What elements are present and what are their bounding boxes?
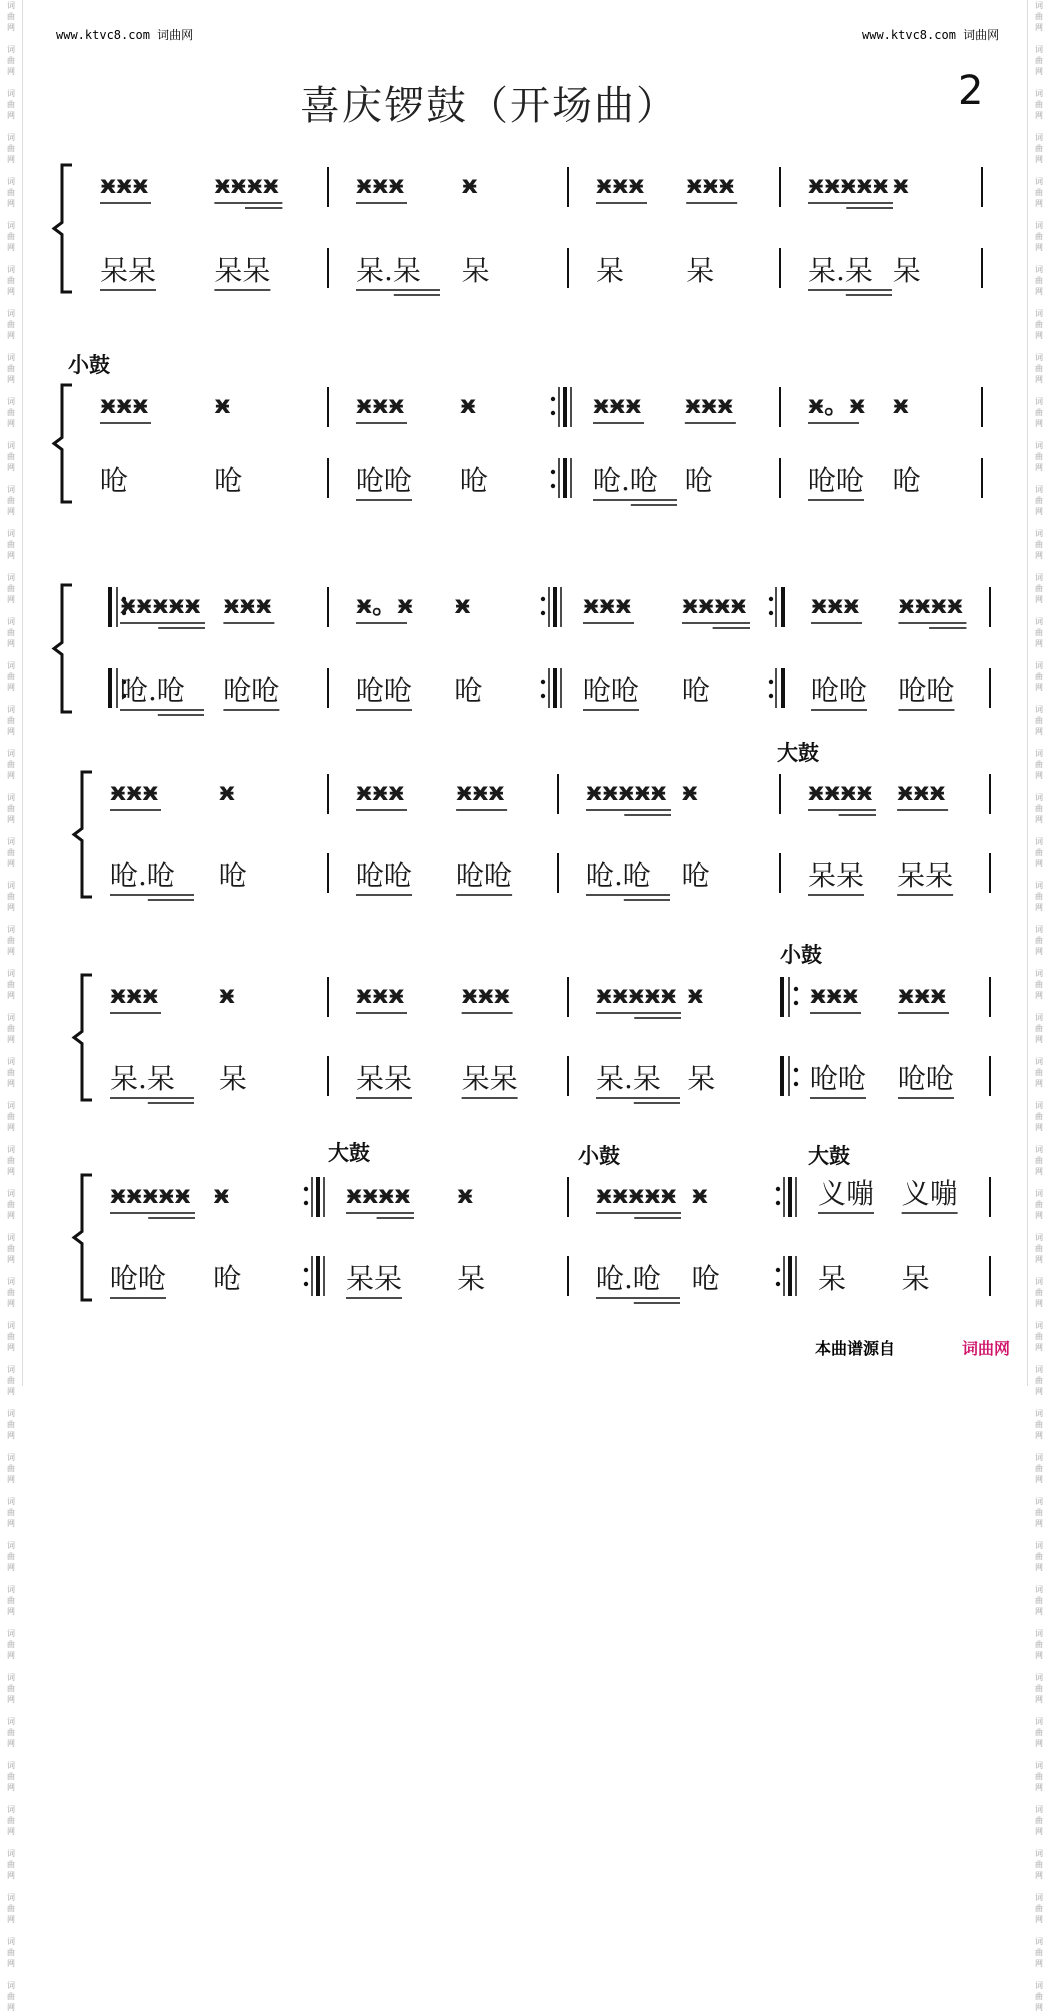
upper-part-note: ӿӿӿ (461, 980, 510, 1009)
repeat-dot (541, 611, 545, 615)
lower-part-note: 呛呛 (356, 859, 413, 892)
repeat-dot (794, 1001, 798, 1005)
upper-part-note: ӿӿӿ (897, 777, 946, 806)
footer-source-site: 词曲网 (962, 1339, 1011, 1358)
repeat-dot (551, 397, 555, 401)
lower-part-note: 呆 (218, 1062, 247, 1095)
drum-label: 大鼓 (777, 741, 819, 765)
upper-part-note: ӿӿӿӿ (898, 590, 963, 619)
lower-part-note: 呆 (686, 254, 715, 287)
upper-part-note: ӿ (687, 980, 704, 1009)
score-system (54, 165, 982, 295)
lower-part-note: 呛呛 (110, 1262, 167, 1295)
upper-part-note: ӿ (457, 1180, 474, 1209)
lower-part-note: 呛.呛 (586, 859, 651, 892)
drum-label: 小鼓 (68, 353, 110, 377)
upper-part-note: ӿӿӿ (100, 170, 149, 199)
repeat-dot (304, 1268, 308, 1272)
upper-part-note: ӿ (218, 980, 236, 1009)
lower-part-note: 呆 (818, 1262, 847, 1295)
upper-part-note: ӿӿӿ (100, 390, 149, 419)
upper-part-note: ӿӿӿӿ (682, 590, 747, 619)
upper-part-note: ӿӿӿӿ (808, 777, 873, 806)
repeat-dot (541, 694, 545, 698)
score-system (74, 943, 990, 1103)
upper-part-note: ӿӿӿӿ (346, 1180, 411, 1209)
lower-part-note: 呆.呆 (110, 1062, 175, 1095)
upper-part-note: ӿ (454, 590, 471, 619)
upper-part-note: ӿ (691, 1180, 708, 1209)
lower-part-note: 呛呛 (808, 464, 865, 497)
upper-part-note: ӿ (461, 170, 478, 199)
score-system (74, 741, 990, 900)
site-header-left: www.ktvc8.com 词曲网 (56, 28, 194, 42)
score-system (54, 585, 990, 715)
lower-part-note: 呛 (684, 464, 713, 497)
lower-part-note: 呛呛 (811, 674, 868, 707)
repeat-dot (769, 694, 773, 698)
upper-part-note: ӿӿӿ (110, 777, 159, 806)
lower-part-note: 呆 (892, 254, 921, 287)
repeat-dot (776, 1282, 780, 1286)
repeat-dot (769, 597, 773, 601)
repeat-dot (304, 1282, 308, 1286)
upper-part-note: ӿӿӿ (811, 590, 860, 619)
lower-part-note: 呆 (461, 254, 490, 287)
system-brace (54, 385, 72, 502)
repeat-dot (551, 484, 555, 488)
repeat-dot (551, 411, 555, 415)
upper-part-note: ӿӿӿӿӿ (596, 1180, 677, 1209)
upper-part-note: 义嘣 (818, 1177, 875, 1210)
repeat-dot (304, 1187, 308, 1191)
upper-part-note: ӿӿӿ (356, 777, 405, 806)
repeat-dot (304, 1201, 308, 1205)
upper-part-note: ӿӿӿ (593, 390, 642, 419)
lower-part-note: 呛呛 (356, 464, 413, 497)
repeat-dot (794, 987, 798, 991)
lower-part-note: 呛.呛 (120, 674, 185, 707)
lower-part-note: 呆 (901, 1262, 930, 1295)
repeat-dot (769, 680, 773, 684)
lower-part-note: 呆呆 (346, 1262, 403, 1295)
upper-part-note: ӿӿӿ (356, 980, 405, 1009)
repeat-dot (541, 680, 545, 684)
lower-part-note: 呛.呛 (593, 464, 658, 497)
system-brace (74, 772, 92, 897)
lower-part-note: 呆呆 (214, 254, 271, 287)
upper-part-note: ӿ (892, 170, 909, 199)
drum-label: 小鼓 (578, 1144, 620, 1168)
lower-part-note: 呛呛 (223, 674, 280, 707)
upper-part-note: ӿӿӿ (356, 170, 405, 199)
lower-part-note: 呆 (687, 1062, 716, 1095)
repeat-dot (776, 1187, 780, 1191)
upper-part-note: ӿӿӿ (110, 980, 159, 1009)
lower-part-note: 呛.呛 (596, 1262, 661, 1295)
upper-part-note: ӿӿӿӿӿ (586, 777, 667, 806)
upper-part-note: ӿӿӿ (596, 170, 645, 199)
repeat-dot (776, 1268, 780, 1272)
lower-part-note: 呛 (100, 464, 129, 497)
upper-part-note: ӿӿӿ (686, 170, 735, 199)
lower-part-note: 呆.呆 (808, 254, 873, 287)
upper-part-note: 义嘣 (901, 1177, 958, 1210)
score-title: 喜庆锣鼓（开场曲） (300, 83, 678, 129)
system-brace (54, 585, 72, 712)
lower-part-note: 呛呛 (810, 1062, 867, 1095)
repeat-dot (776, 1201, 780, 1205)
upper-part-note: ӿӿӿӿӿ (110, 1180, 191, 1209)
upper-part-note: ӿӿӿӿӿ (596, 980, 677, 1009)
repeat-dot (794, 1082, 798, 1086)
upper-part-note: ӿӿӿ (898, 980, 947, 1009)
upper-part-note: ӿ (681, 777, 698, 806)
score-system (74, 1141, 990, 1303)
repeat-dot (794, 1068, 798, 1072)
upper-part-note: ӿӿӿӿӿ (808, 170, 889, 199)
upper-part-note: ӿ (214, 390, 231, 419)
repeat-dot (769, 611, 773, 615)
lower-part-note: 呆.呆 (356, 254, 421, 287)
lower-part-note: 呛呛 (898, 674, 955, 707)
score-system (54, 353, 982, 505)
lower-part-note: 呆 (457, 1262, 486, 1295)
lower-part-note: 呛呛 (356, 674, 413, 707)
system-brace (74, 975, 92, 1100)
upper-part-note: ӿӿӿӿ (214, 170, 279, 199)
upper-part-note: ӿӿӿ (356, 390, 405, 419)
footer-source-label: 本曲谱源自 (815, 1339, 896, 1358)
lower-part-note: 呛 (459, 464, 488, 497)
lower-part-note: 呛.呛 (110, 859, 175, 892)
lower-part-note: 呛 (214, 464, 243, 497)
lower-part-note: 呛 (454, 674, 483, 707)
lower-part-note: 呆呆 (808, 859, 865, 892)
drum-label: 小鼓 (780, 943, 822, 967)
lower-part-note: 呛 (681, 859, 710, 892)
lower-part-note: 呆呆 (461, 1062, 518, 1095)
upper-part-note: ӿ (213, 1180, 230, 1209)
lower-part-note: 呆呆 (100, 254, 157, 287)
upper-part-note: ӿӿӿ (684, 390, 734, 419)
upper-part-note: ӿ (892, 390, 909, 419)
upper-part-note: ӿӿӿ (810, 980, 859, 1009)
lower-part-note: 呛 (691, 1262, 720, 1295)
repeat-dot (541, 597, 545, 601)
left-border-strip: 词 曲 网 词 曲 网 词 曲 网 词 曲 网 词 曲 网 词 曲 网 词 曲 网 词 曲 网 词 曲 网 词 曲 网 词 曲 网 词 曲 网 词 曲 网 词 曲 网 词 曲 网 词 曲 网 词 曲 网 词 曲 网 词 曲 网 词 曲 网 词 曲 网 词 曲 网 词 曲 网 词 曲 网 词 曲 网 词 曲 网 词 曲 网 词 曲 网 词 曲 网 词 曲 网 词 曲 网 词 曲 网 词 曲 网 词 曲 网 词 曲 网 词 曲 网 词 曲 网 词 曲 网 词 曲 网 词 曲 网 词 曲 网 词 曲 网 词 曲 网 词 曲 网 词 曲 网 词 曲 网 (0, 0, 23, 1386)
upper-part-note: ӿӿӿ (583, 590, 632, 619)
lower-part-note: 呆.呆 (596, 1062, 661, 1095)
lower-part-note: 呛呛 (898, 1062, 955, 1095)
lower-part-note: 呆呆 (897, 859, 954, 892)
upper-part-note: ӿӿӿӿӿ (120, 590, 201, 619)
lower-part-note: 呛呛 (583, 674, 640, 707)
lower-part-note: 呛 (213, 1262, 242, 1295)
right-border-strip: 词 曲 网 词 曲 网 词 曲 网 词 曲 网 词 曲 网 词 曲 网 词 曲 网 词 曲 网 词 曲 网 词 曲 网 词 曲 网 词 曲 网 词 曲 网 词 曲 网 词 曲 网 词 曲 网 词 曲 网 词 曲 网 词 曲 网 词 曲 网 词 曲 网 词 曲 网 词 曲 网 词 曲 网 词 曲 网 词 曲 网 词 曲 网 词 曲 网 词 曲 网 词 曲 网 词 曲 网 词 曲 网 词 曲 网 词 曲 网 词 曲 网 词 曲 网 词 曲 网 词 曲 网 词 曲 网 词 曲 网 词 曲 网 词 曲 网 词 曲 网 词 曲 网 词 曲 网 词 曲 网 (1027, 0, 1050, 1386)
upper-part-note: ӿ。ӿ (356, 590, 414, 619)
upper-part-note: ӿ (459, 390, 477, 419)
lower-part-note: 呛呛 (456, 859, 513, 892)
lower-part-note: 呛 (892, 464, 921, 497)
lower-part-note: 呆呆 (356, 1062, 413, 1095)
system-brace (54, 165, 72, 292)
drum-label: 大鼓 (328, 1141, 370, 1165)
repeat-dot (551, 470, 555, 474)
lower-part-note: 呛 (218, 859, 247, 892)
page-number: 2 (958, 68, 984, 114)
upper-part-note: ӿӿӿ (456, 777, 505, 806)
upper-part-note: ӿ。ӿ (808, 390, 866, 419)
system-brace (74, 1175, 92, 1300)
lower-part-note: 呆 (596, 254, 625, 287)
upper-part-note: ӿӿӿ (223, 590, 272, 619)
drum-label: 大鼓 (808, 1144, 850, 1168)
site-header-right: www.ktvc8.com 词曲网 (862, 28, 1000, 42)
upper-part-note: ӿ (218, 777, 236, 806)
lower-part-note: 呛 (682, 674, 711, 707)
